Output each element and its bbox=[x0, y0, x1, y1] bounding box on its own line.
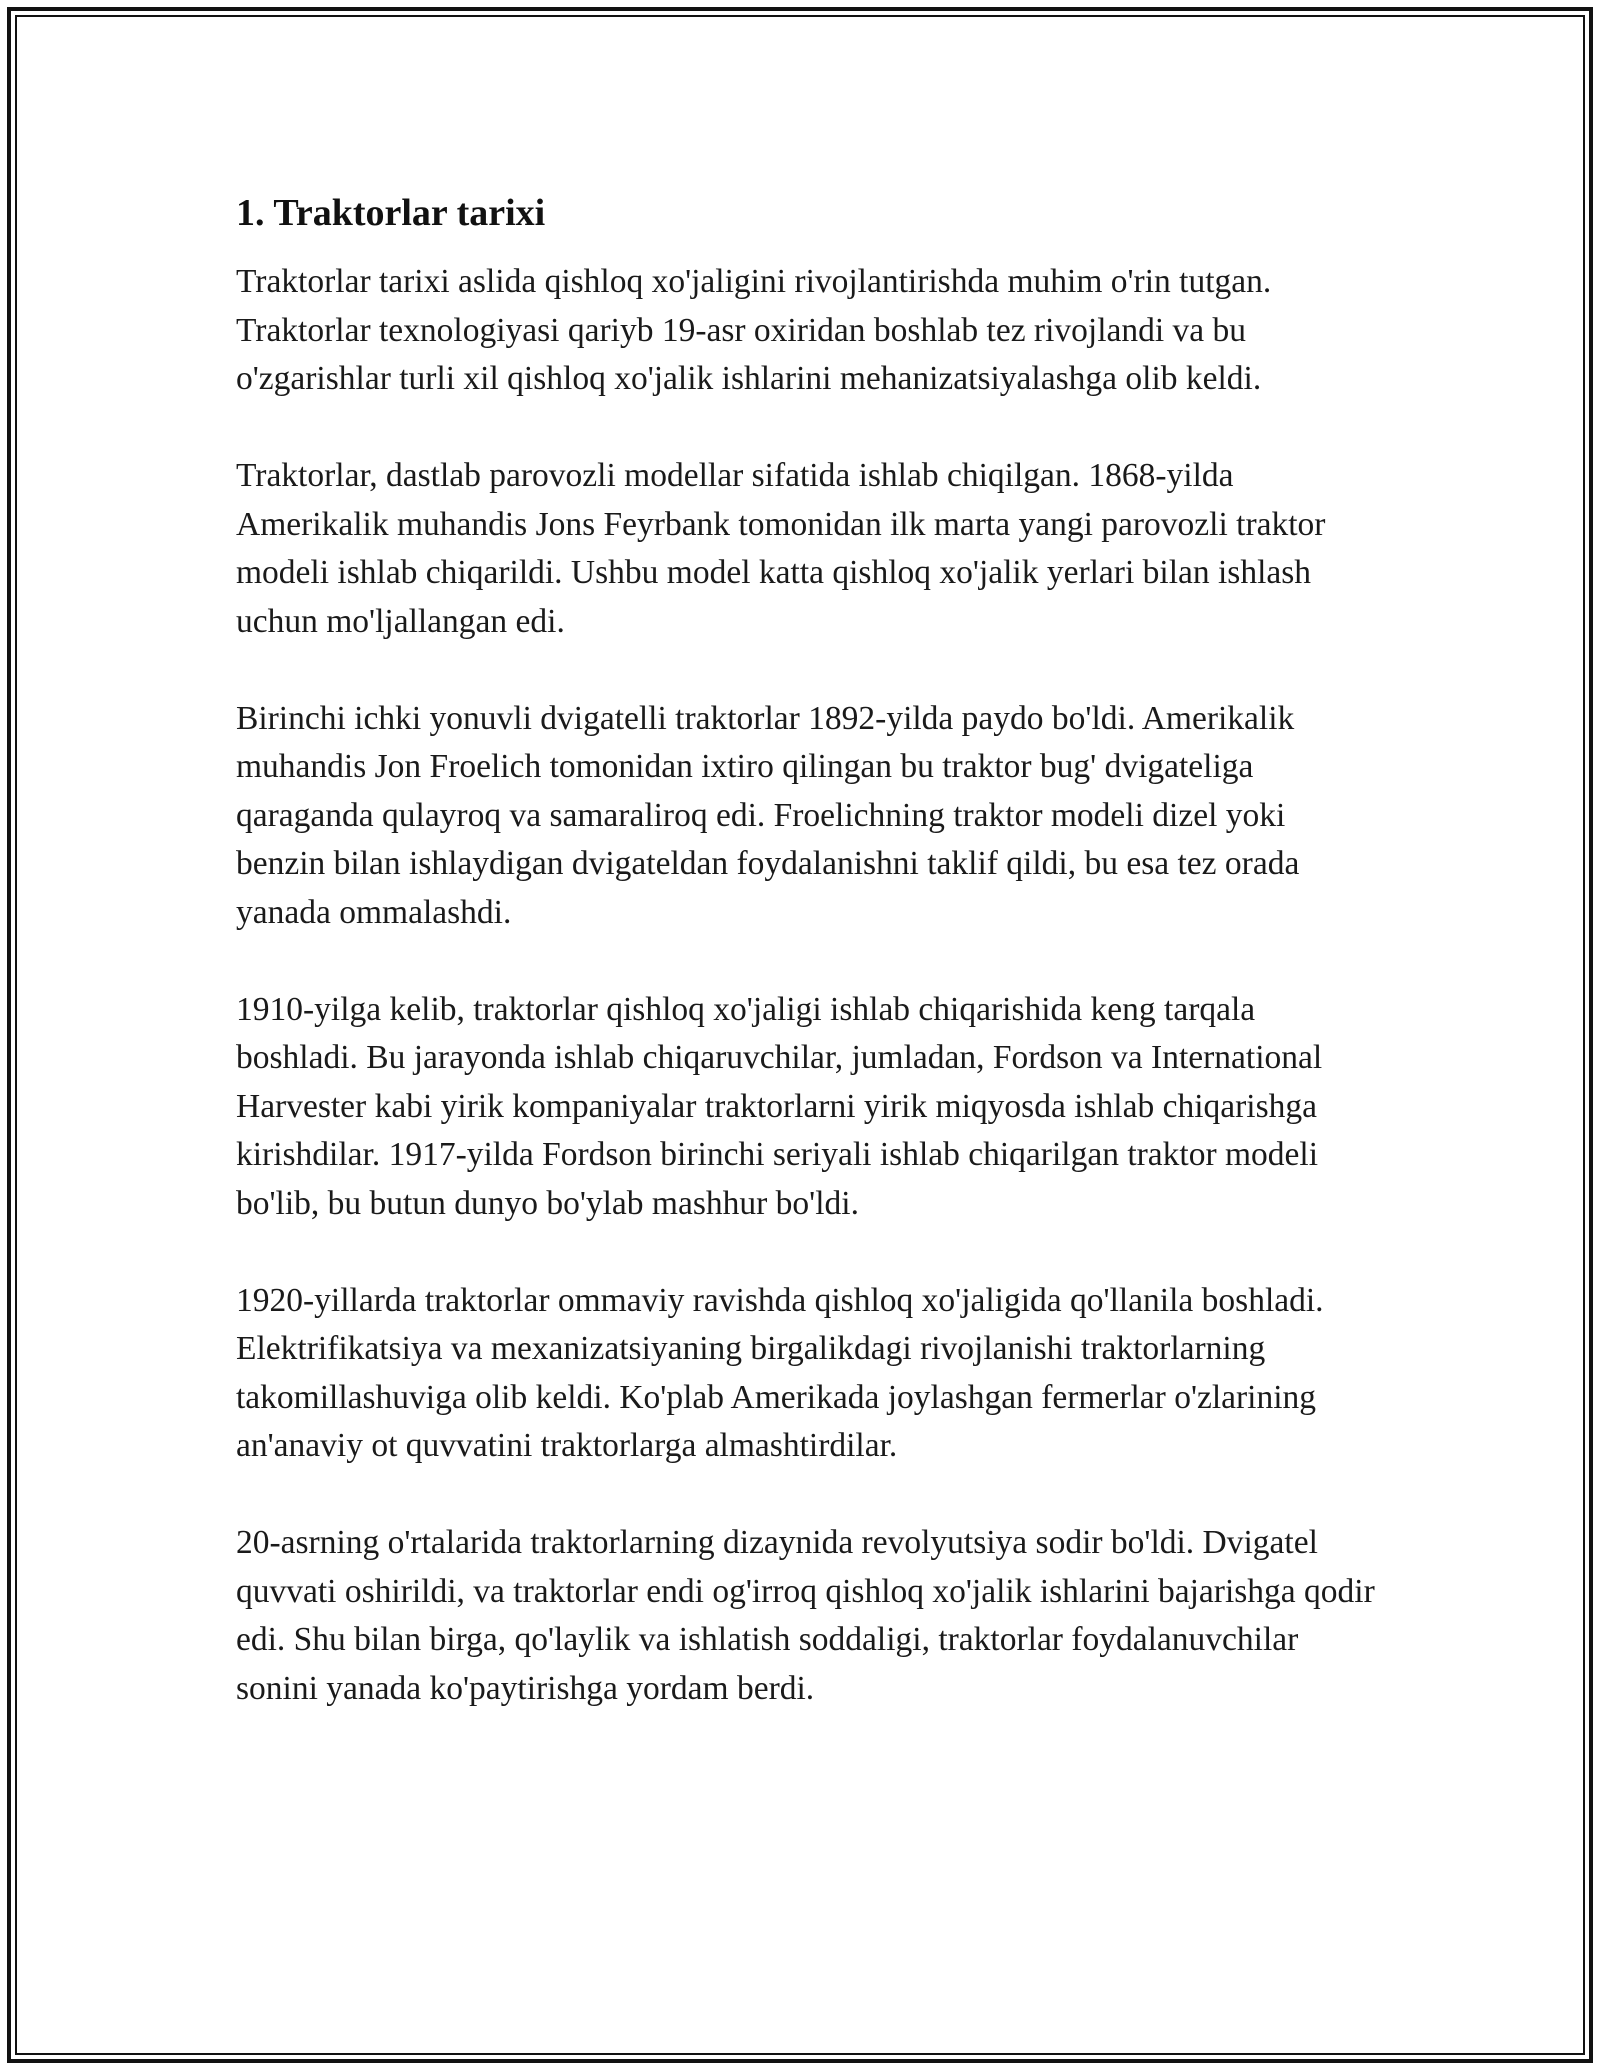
paragraph-1920s: 1920-yillarda traktorlar ommaviy ravishda qishloq xo'jaligida qo'llanila boshladi. Elektrifikatsiya va mexanizatsiyaning birgalikdagi rivojlanishi traktorlarning takomillashuviga olib keldi. Ko'plab Amerikada joylashgan fermerlar o'zlarining an'anaviy ot quvvatini traktorlarga almashtirdilar. bbox=[236, 1281, 1324, 1464]
paragraph-combustion-engines: Birinchi ichki yonuvli dvigatelli traktorlar 1892-yilda paydo bo'ldi. Amerikalik muhandis Jon Froelich tomonidan ixtiro qilingan bu traktor bug' dvigateliga qaraganda qulayroq va samaraliroq edi. Froelichning traktor modeli dizel yoki benzin bilan ishlaydigan dvigateldan foydalanishni taklif qildi, bu esa tez orada yanada ommalashdi. bbox=[236, 699, 1300, 931]
paragraph-1910s: 1910-yilga kelib, traktorlar qishloq xo'jaligi ishlab chiqarishida keng tarqala boshladi. Bu jarayonda ishlab chiqaruvchilar, jumladan, Fordson va International Harvester kabi yirik kompaniyalar traktorlarni yirik miqyosda ishlab chiqarishga kirishdilar. 1917-yilda Fordson birinchi seriyali ishlab chiqarilgan traktor modeli bo'lib, bu butun dunyo bo'ylab mashhur bo'ldi. bbox=[236, 990, 1323, 1222]
document-body bbox=[236, 185, 1376, 1762]
paragraph-intro: Traktorlar tarixi aslida qishloq xo'jaligini rivojlantirishda muhim o'rin tutgan. Traktorlar texnologiyasi qariyb 19-asr oxiridan boshlab tez rivojlandi va bu o'zgarishlar turli xil qishloq xo'jalik ishlarini mehanizatsiyalashga olib keldi. bbox=[236, 263, 1272, 397]
paragraph-steam-tractors: Traktorlar, dastlab parovozli modellar sifatida ishlab chiqilgan. 1868-yilda Amerikalik muhandis Jons Feyrbank tomonidan ilk marta yangi parovozli traktor modeli ishlab chiqarildi. Ushbu model katta qishloq xo'jalik yerlari bilan ishlash uchun mo'ljallangan edi. bbox=[236, 457, 1326, 640]
paragraph-mid-century: 20-asrning o'rtalarida traktorlarning dizaynida revolyutsiya sodir bo'ldi. Dvigatel quvvati oshirildi, va traktorlar endi og'irroq qishloq xo'jalik ishlarini bajarishga qodir edi. Shu bilan birga, qo'laylik va ishlatish soddaligi, traktorlar foydalanuvchilar sonini yanada ko'paytirishga yordam berdi. bbox=[236, 1524, 1375, 1707]
section-heading: 1. Traktorlar tarixi bbox=[236, 192, 546, 234]
